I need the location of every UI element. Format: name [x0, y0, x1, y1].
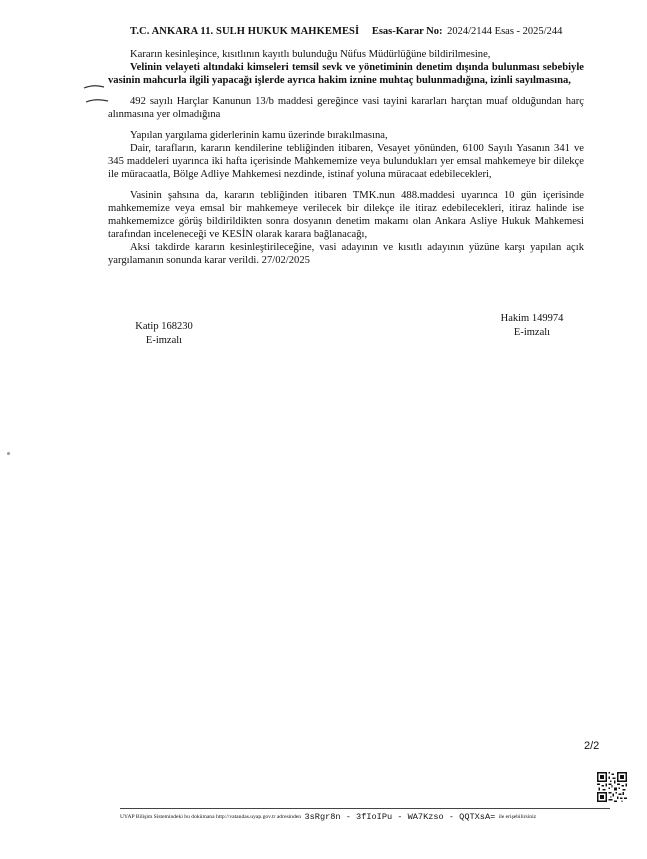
qr-code-icon — [597, 772, 627, 802]
footer-divider — [120, 808, 610, 809]
clerk-signature — [124, 320, 204, 348]
footer-verification — [120, 812, 620, 822]
case-number: 2024/2144 Esas - 2025/244 — [447, 26, 563, 37]
verification-code: 3sRgr8n - 3fIoIPu - WA7Kzso - QQTXsA= — [304, 812, 496, 822]
scan-speck — [7, 452, 10, 455]
page-number: 2/2 — [584, 740, 600, 752]
judge-signature — [492, 312, 572, 340]
footer-prefix: UYAP Bilişim Sistemindeki bu dokümana http://vatandas.uyap.gov.tr adresinden — [120, 814, 302, 820]
case-number-label: Esas-Karar No: — [371, 26, 443, 37]
judge-e-signature: E-imzalı — [513, 327, 551, 338]
clerk-e-signature: E-imzalı — [145, 335, 183, 346]
clerk-title: Katip 168230 — [135, 321, 193, 332]
paragraph-finality: Aksi takdirde kararın kesinleştirileceğine, vasi adayının ve kısıtlı adayının yüzüne karşı yapılan açık yargılamanın sonunda karar verildi. 27/02/2025 — [108, 242, 584, 266]
paragraph-objection: Vasinin şahsına da, kararın tebliğinden itibaren TMK.nun 488.maddesi uyarınca 10 gün içerisinde mahkememize veya emsal bir mahkemeye verilecek bir dilekçe ile itiraz edebilecekleri, itiraz halinde ise mahkememizce görüş bildirildikten sonra dosyanın denetim makamı olan Ankara Asliye Hukuk Mahkemesi tarafından inceleneceği ve KESİN olarak karara bağlanacağı, — [108, 190, 584, 240]
paragraph-fee: 492 sayılı Harçlar Kanunun 13/b maddesi gereğince vasi tayini kararları harçtan muaf olduğundan harç alınmasına yer olmadığına — [108, 96, 584, 120]
court-name: T.C. ANKARA 11. SULH HUKUK MAHKEMESİ — [130, 26, 360, 37]
paragraph-appeal: Dair, tarafların, kararın kendilerine tebliğinden itibaren, Vesayet yönünden, 6100 Sayılı Yasanın 341 ve 345 maddeleri uyarınca iki hafta içerisinde Mahkememize veya bulundukları yer emsal mahkemeye bir dilekçe ile müracaatla, Bölge Adliye Mahkemesi nezdinde, istinaf yoluna müracaat edebilecekleri, — [108, 143, 584, 180]
document-header — [130, 26, 600, 37]
paragraph-registry: Kararın kesinleşince, kısıtlının kayıtlı bulunduğu Nüfus Müdürlüğüne bildirilmesine, — [130, 49, 491, 60]
paragraph-costs: Yapılan yargılama giderlerinin kamu üzerinde bırakılmasına, — [130, 130, 388, 141]
paragraph-guardian-permission: Velinin velayeti altındaki kimseleri temsil sevk ve yönetiminin denetim dışında bulunması sebebiyle vasinin mahcurla ilgili yapacağı işlerde ayrıca hakim iznine muhtaç bulunmadığına, izinli sayılmasına, — [108, 62, 584, 86]
footer-suffix: ile erişebilirsiniz — [498, 814, 537, 820]
judge-title: Hakim 149974 — [500, 313, 564, 324]
decision-body — [108, 48, 584, 267]
